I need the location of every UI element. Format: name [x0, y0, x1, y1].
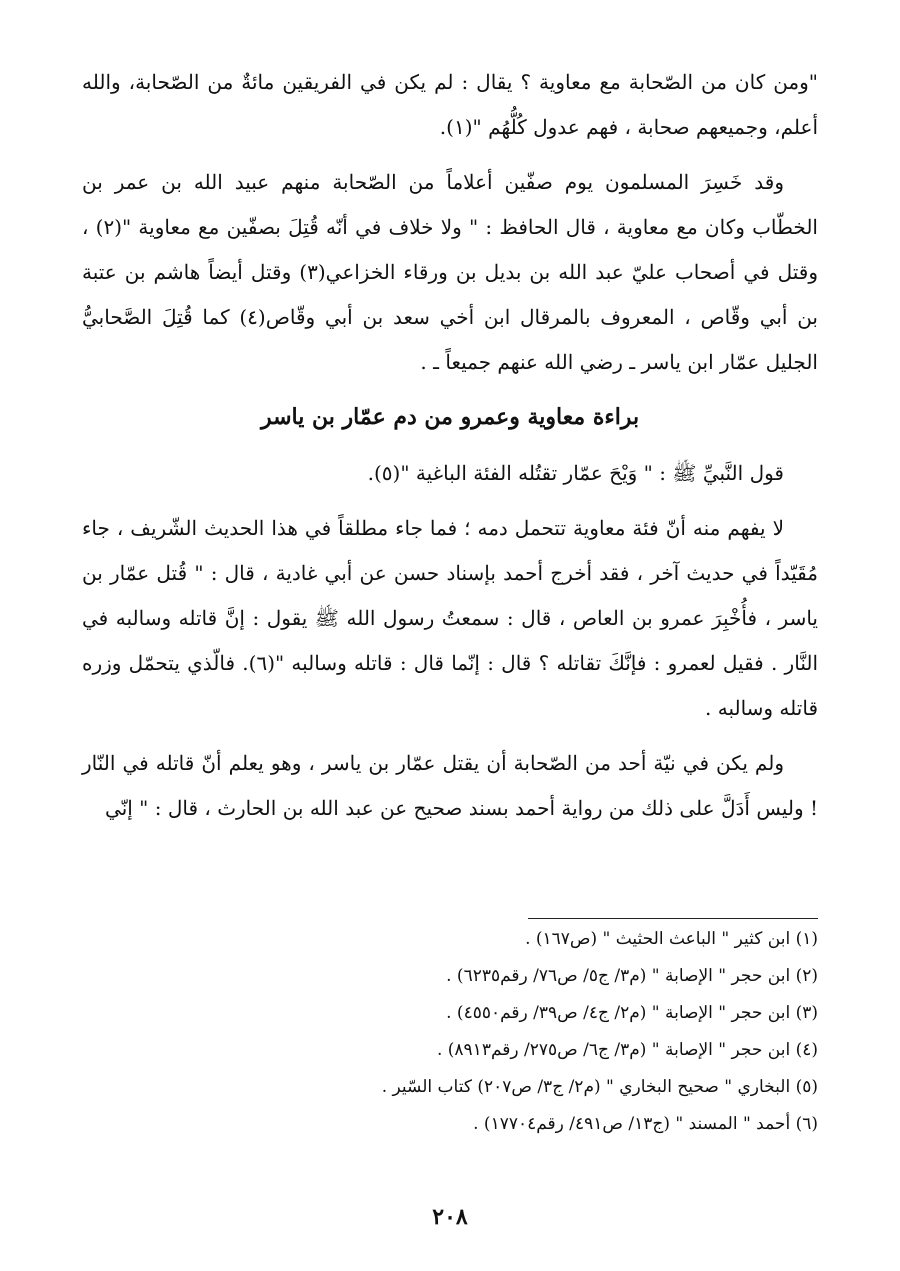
paragraph-1: "ومن كان من الصّحابة مع معاوية ؟ يقال : لم يكن في الفريقين مائةٌ من الصّحابة، والله أعلم، وجميعهم صحابة ، فهم عدول كُلُّهُم "(١).	[82, 70, 818, 139]
hadith-quote: قول النَّبيِّ ﷺ : " وَيْحَ عمّار تقتُله الفئة الباغية "(٥).	[367, 461, 784, 485]
page-number: ٢٠٨	[432, 1204, 468, 1230]
footnote-divider	[528, 918, 818, 919]
paragraph-4: ولم يكن في نيّة أحد من الصّحابة أن يقتل عمّار بن ياسر ، وهو يعلم أنّ قاتله في النّار ! وليس أَدَلَّ على ذلك من رواية أحمد بسند صحيح عن عبد الله بن الحارث ، قال : " إنّي	[82, 751, 818, 820]
footnote-6: (٦) أحمد " المسند " (ج١٣/ ص٤٩١/ رقم١٧٧٠٤) .	[473, 1114, 818, 1134]
page-body	[82, 60, 818, 841]
paragraph-3: لا يفهم منه أنّ فئة معاوية تتحمل دمه ؛ فما جاء مطلقاً في هذا الحديث الشّريف ، جاء مُقَيّداً في حديث آخر ، فقد أخرج أحمد بإسناد حسن عن أبي غادية ، قال : " قُتل عمّار بن ياسر ، فأُخْبِرَ عمرو بن العاص ، قال : سمعتُ رسول الله ﷺ يقول : إنَّ قاتله وسالبه في النَّار . فقيل لعمرو : فإنَّكَ تقاتله ؟ قال : إنّما قال : قاتله وسالبه "(٦). فالّذي يتحمّل وزره قاتله وسالبه .	[82, 516, 818, 720]
paragraph-2: وقد خَسِرَ المسلمون يوم صفّين أعلاماً من الصّحابة منهم عبيد الله بن عمر بن الخطّاب وكان مع معاوية ، قال الحافظ : " ولا خلاف في أنّه قُتِلَ بصفّين مع معاوية "(٢) ، وقتل في أصحاب عليّ عبد الله بن بديل بن ورقاء الخزاعي(٣) وقتل أيضاً هاشم بن عتبة بن أبي وقّاص ، المعروف بالمرقال ابن أخي سعد بن أبي وقّاص(٤) كما قُتِلَ الصَّحابيُّ الجليل عمّار ابن ياسر ـ رضي الله عنهم جميعاً ـ .	[82, 170, 819, 374]
section-heading: براءة معاوية وعمرو من دم عمّار بن ياسر	[260, 404, 640, 430]
footnote-2: (٢) ابن حجر " الإصابة " (م٣/ ج٥/ ص٧٦/ رقم٦٢٣٥) .	[446, 966, 818, 986]
footnote-4: (٤) ابن حجر " الإصابة " (م٣/ ج٦/ ص٢٧٥/ رقم٨٩١٣) .	[436, 1040, 818, 1060]
footnote-1: (١) ابن كثير " الباعث الحثيث " (ص١٦٧) .	[525, 929, 818, 949]
footnotes-list	[82, 928, 818, 1150]
footnote-3: (٣) ابن حجر " الإصابة " (م٢/ ج٤/ ص٣٩/ رقم٤٥٥٠) .	[446, 1003, 818, 1023]
footnote-5: (٥) البخاري " صحيح البخاري " (م٢/ ج٣/ ص٢٠٧) كتاب السّير .	[381, 1077, 818, 1097]
